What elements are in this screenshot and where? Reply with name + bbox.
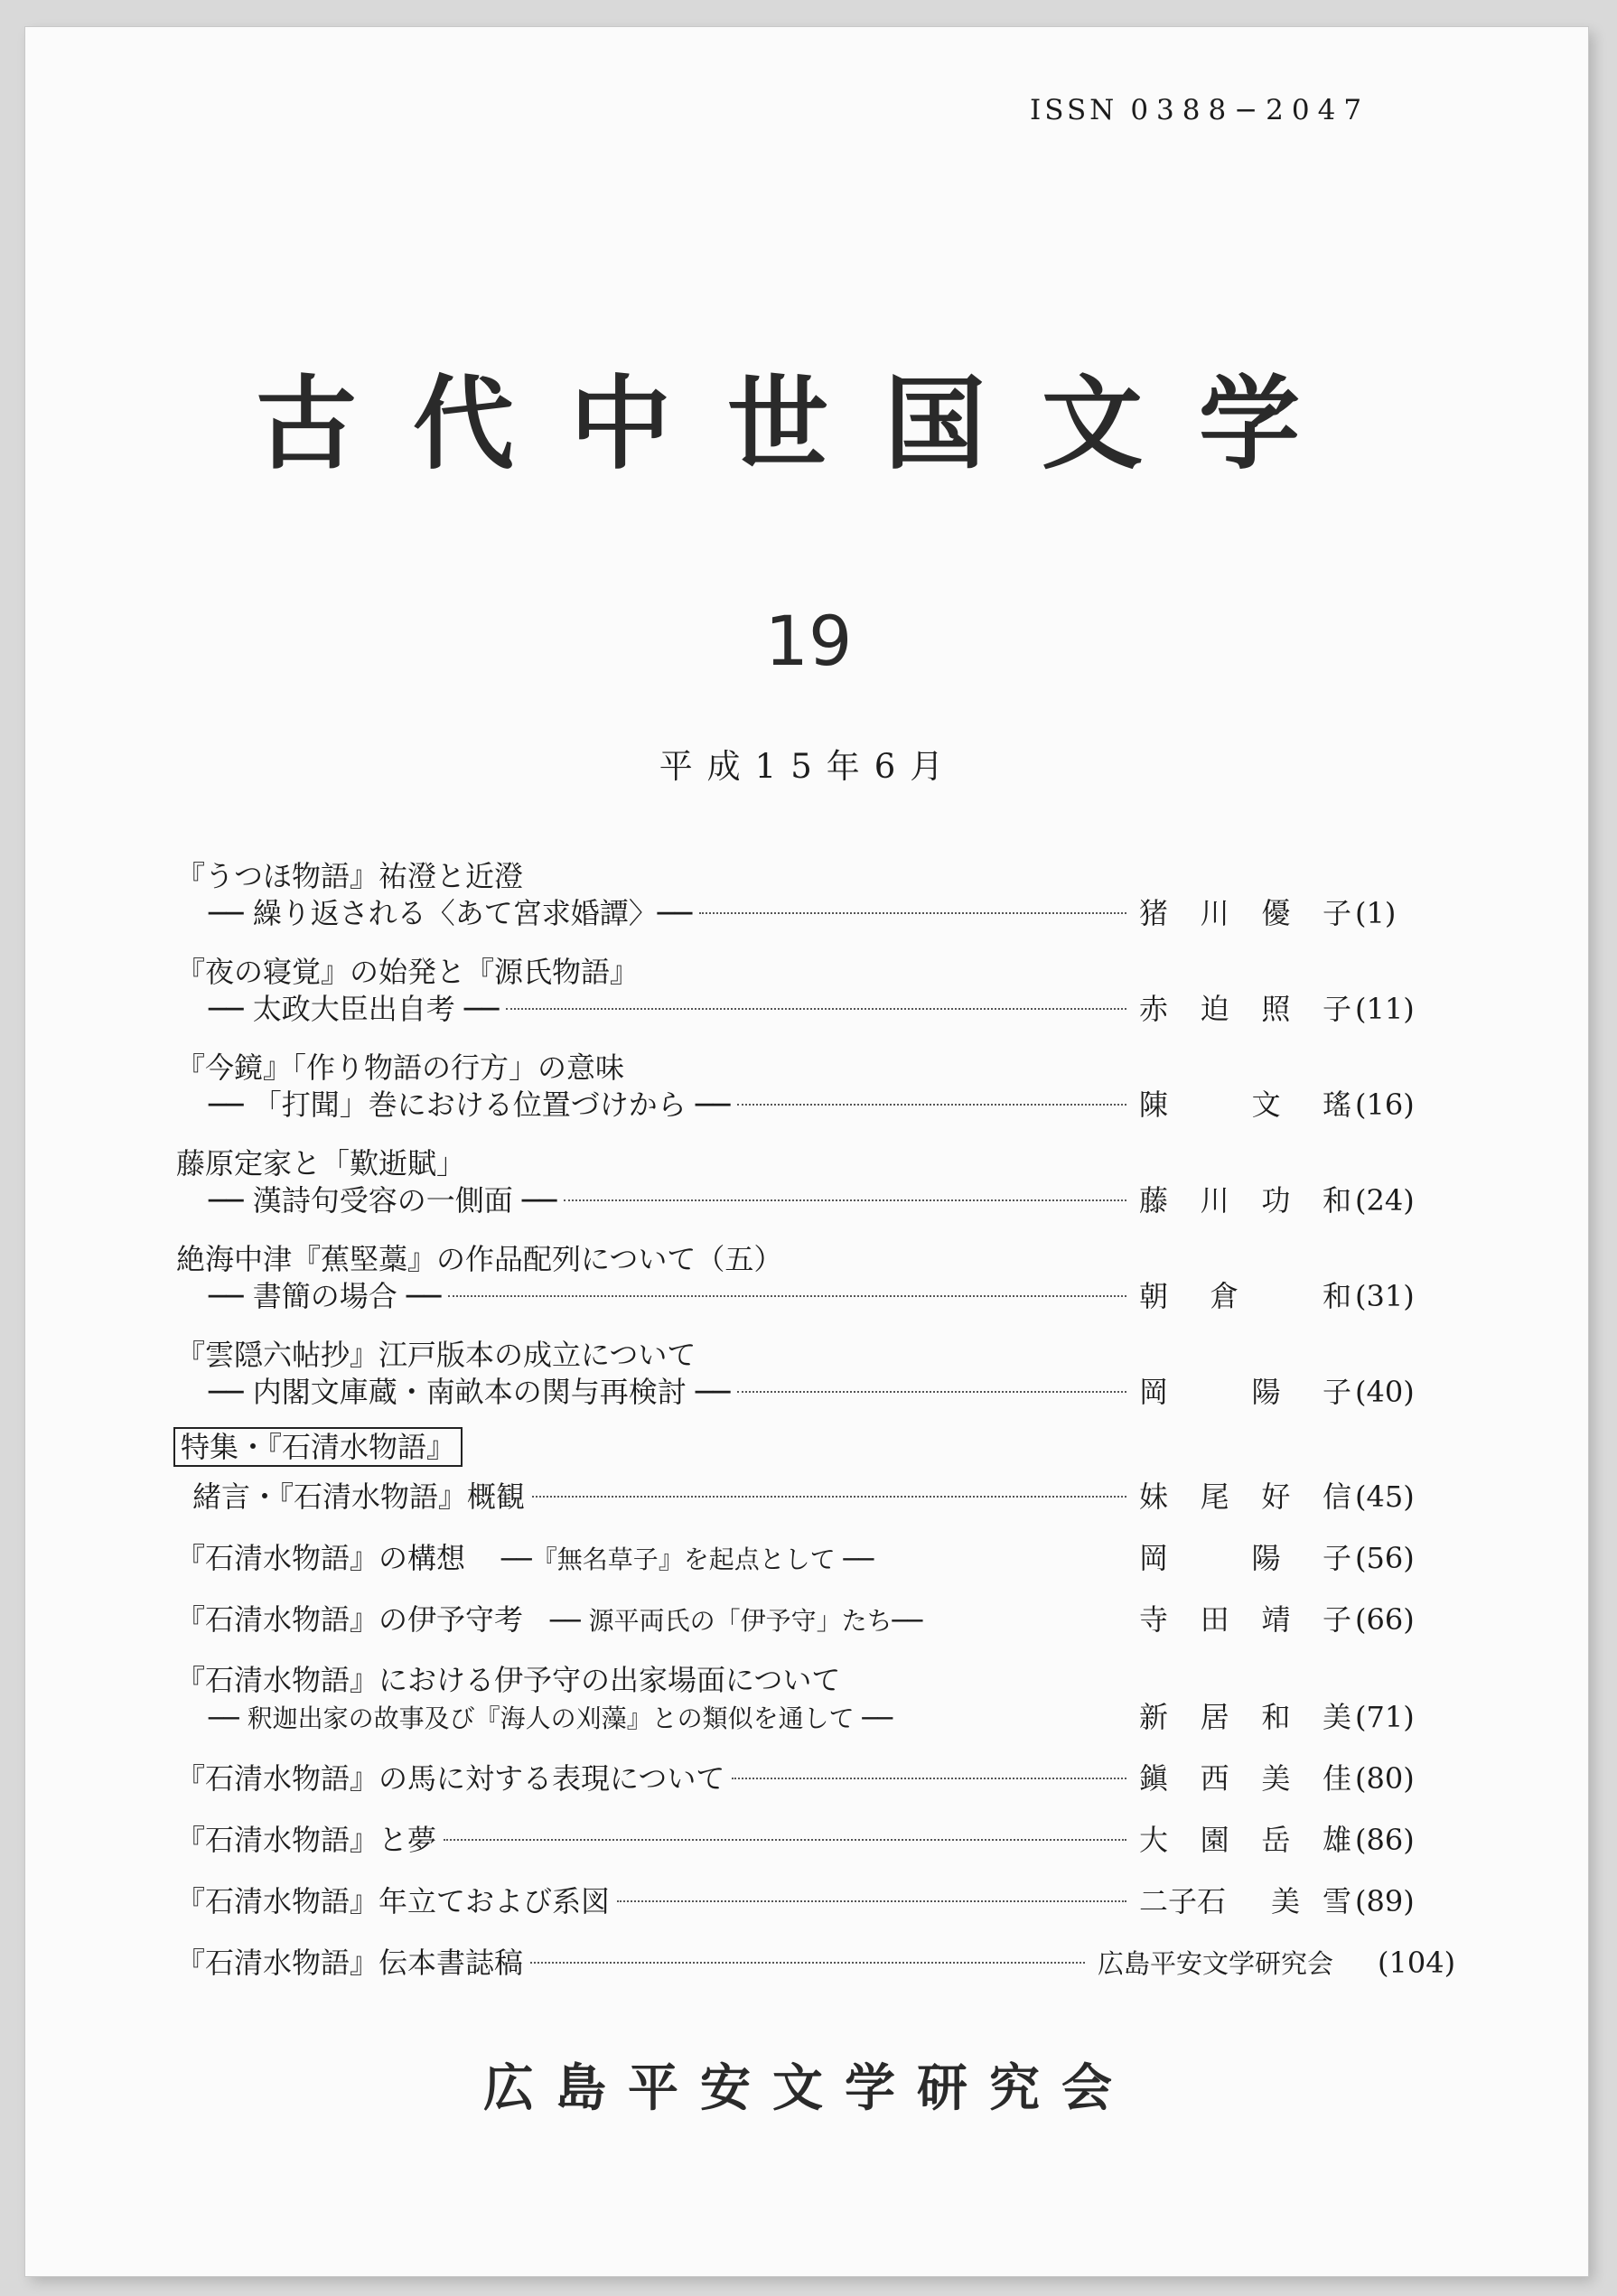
entry-page: (1)	[1355, 896, 1397, 930]
entry-title: 『石清水物語』伝本書誌稿	[176, 1946, 524, 1980]
entry-page: (45)	[1355, 1479, 1415, 1514]
entry-title: 『石清水物語』における伊予守の出家場面について	[176, 1663, 841, 1697]
toc-entry	[176, 1821, 1441, 1859]
dot-leader	[617, 1899, 1126, 1902]
toc-entry	[176, 954, 1441, 1028]
toc-entry	[176, 1944, 1456, 1982]
entry-page: (56)	[1355, 1541, 1415, 1575]
toc-entry	[176, 1478, 1441, 1516]
entry-subtitle: ── 内閣文庫蔵・南畝本の関与再検討 ──	[209, 1375, 731, 1409]
publisher: 広島平安文学研究会	[483, 2058, 1134, 2118]
entry-author: 猪 川 優 子	[1139, 896, 1351, 930]
entry-author: 寺 田 靖 子	[1139, 1602, 1351, 1637]
entry-author: 岡 陽 子	[1139, 1541, 1351, 1575]
dot-leader	[564, 1199, 1126, 1201]
entry-subtitle: ── 書簡の場合 ──	[209, 1279, 442, 1313]
toc-entry	[176, 1662, 1441, 1736]
issn-code: 0388−2047	[1130, 94, 1370, 126]
table-of-contents	[176, 858, 1456, 1982]
entry-title: 『石清水物語』の構想	[176, 1541, 466, 1575]
entry-title: 『今鏡』「作り物語の行方」の意味	[176, 1050, 625, 1085]
entry-author: 岡 陽 子	[1139, 1375, 1351, 1409]
entry-title: 『石清水物語』の馬に対する表現について	[176, 1761, 725, 1796]
special-section	[176, 1427, 1441, 1467]
toc-entry	[176, 858, 1441, 932]
entry-author: 二子石 美 雪	[1139, 1884, 1351, 1918]
entry-author: 広島平安文学研究会	[1098, 1948, 1334, 1979]
entry-author: 藤 川 功 和	[1139, 1183, 1351, 1218]
entry-title: 『石清水物語』と夢	[176, 1823, 437, 1857]
dot-leader	[737, 1390, 1126, 1393]
dot-leader	[444, 1838, 1126, 1841]
toc-entry	[176, 1882, 1441, 1920]
dot-leader	[506, 1007, 1126, 1010]
journal-title: 古代中世国文学	[256, 366, 1356, 483]
entry-page: (104)	[1378, 1946, 1456, 1980]
entry-author: 陳 文 瑤	[1139, 1087, 1351, 1122]
entry-author: 妹 尾 好 信	[1139, 1479, 1351, 1514]
toc-entry	[176, 1601, 1441, 1638]
toc-entry	[176, 1145, 1441, 1219]
entry-author: 朝 倉 和	[1139, 1279, 1351, 1313]
entry-page: (11)	[1355, 992, 1415, 1026]
toc-entry	[176, 1337, 1441, 1411]
entry-title: 藤原定家と「歎逝賦」	[176, 1146, 466, 1181]
entry-page: (40)	[1355, 1375, 1415, 1409]
entry-title: 『夜の寝覚』の始発と『源氏物語』	[176, 955, 640, 989]
entry-subtitle: ── 太政大臣出自考 ──	[209, 992, 500, 1026]
toc-entry	[176, 1050, 1441, 1124]
dot-leader	[732, 1777, 1126, 1779]
entry-page: (66)	[1355, 1602, 1415, 1637]
entry-author: 鎭 西 美 佳	[1139, 1761, 1351, 1796]
issn-label: ISSN	[1030, 94, 1118, 126]
entry-subtitle: ── 源平両氏の「伊予守」たち──	[550, 1606, 923, 1636]
toc-entry	[176, 1759, 1441, 1797]
entry-page: (80)	[1355, 1761, 1415, 1796]
issue-date: 平成15年6月	[659, 747, 958, 786]
dot-leader	[530, 1961, 1085, 1964]
entry-subtitle: ──『無名草子』を起点として ──	[501, 1545, 874, 1574]
dot-leader	[532, 1495, 1126, 1498]
special-section-label: 特集・『石清水物語』	[173, 1427, 463, 1467]
entry-subtitle: ── 釈迦出家の故事及び『海人の刈藻』との類似を通して ──	[209, 1703, 893, 1733]
dot-leader	[699, 911, 1126, 914]
entry-page: (16)	[1355, 1087, 1415, 1122]
dot-leader	[737, 1103, 1126, 1106]
entry-author: 新 居 和 美	[1139, 1700, 1351, 1734]
entry-page: (24)	[1355, 1183, 1415, 1218]
entry-subtitle: ── 漢詩句受容の一側面 ──	[209, 1183, 557, 1218]
entry-author: 赤 迫 照 子	[1139, 992, 1351, 1026]
toc-entry	[176, 1539, 1441, 1577]
entry-page: (31)	[1355, 1279, 1415, 1313]
entry-title: 絶海中津『蕉堅藁』の作品配列について（五）	[176, 1242, 783, 1276]
entry-title: 『石清水物語』の伊予守考	[176, 1602, 524, 1637]
entry-title: 『雲隠六帖抄』江戸版本の成立について	[176, 1338, 696, 1372]
entry-page: (86)	[1355, 1823, 1415, 1857]
entry-page: (89)	[1355, 1884, 1415, 1918]
entry-page: (71)	[1355, 1700, 1415, 1734]
entry-title: 『うつほ物語』祐澄と近澄	[176, 859, 524, 893]
issn	[1030, 94, 1369, 126]
entry-title: 『石清水物語』年立ておよび系図	[176, 1884, 611, 1918]
entry-author: 大 園 岳 雄	[1139, 1823, 1351, 1857]
volume-number: 19	[764, 601, 853, 681]
entry-subtitle: ── 「打聞」巻における位置づけから ──	[209, 1087, 731, 1122]
entry-title: 緒言・『石清水物語』概観	[192, 1479, 526, 1514]
toc-entry	[176, 1241, 1441, 1315]
dot-leader	[448, 1294, 1126, 1297]
entry-subtitle: ── 繰り返される〈あて宮求婚譚〉──	[209, 896, 693, 930]
